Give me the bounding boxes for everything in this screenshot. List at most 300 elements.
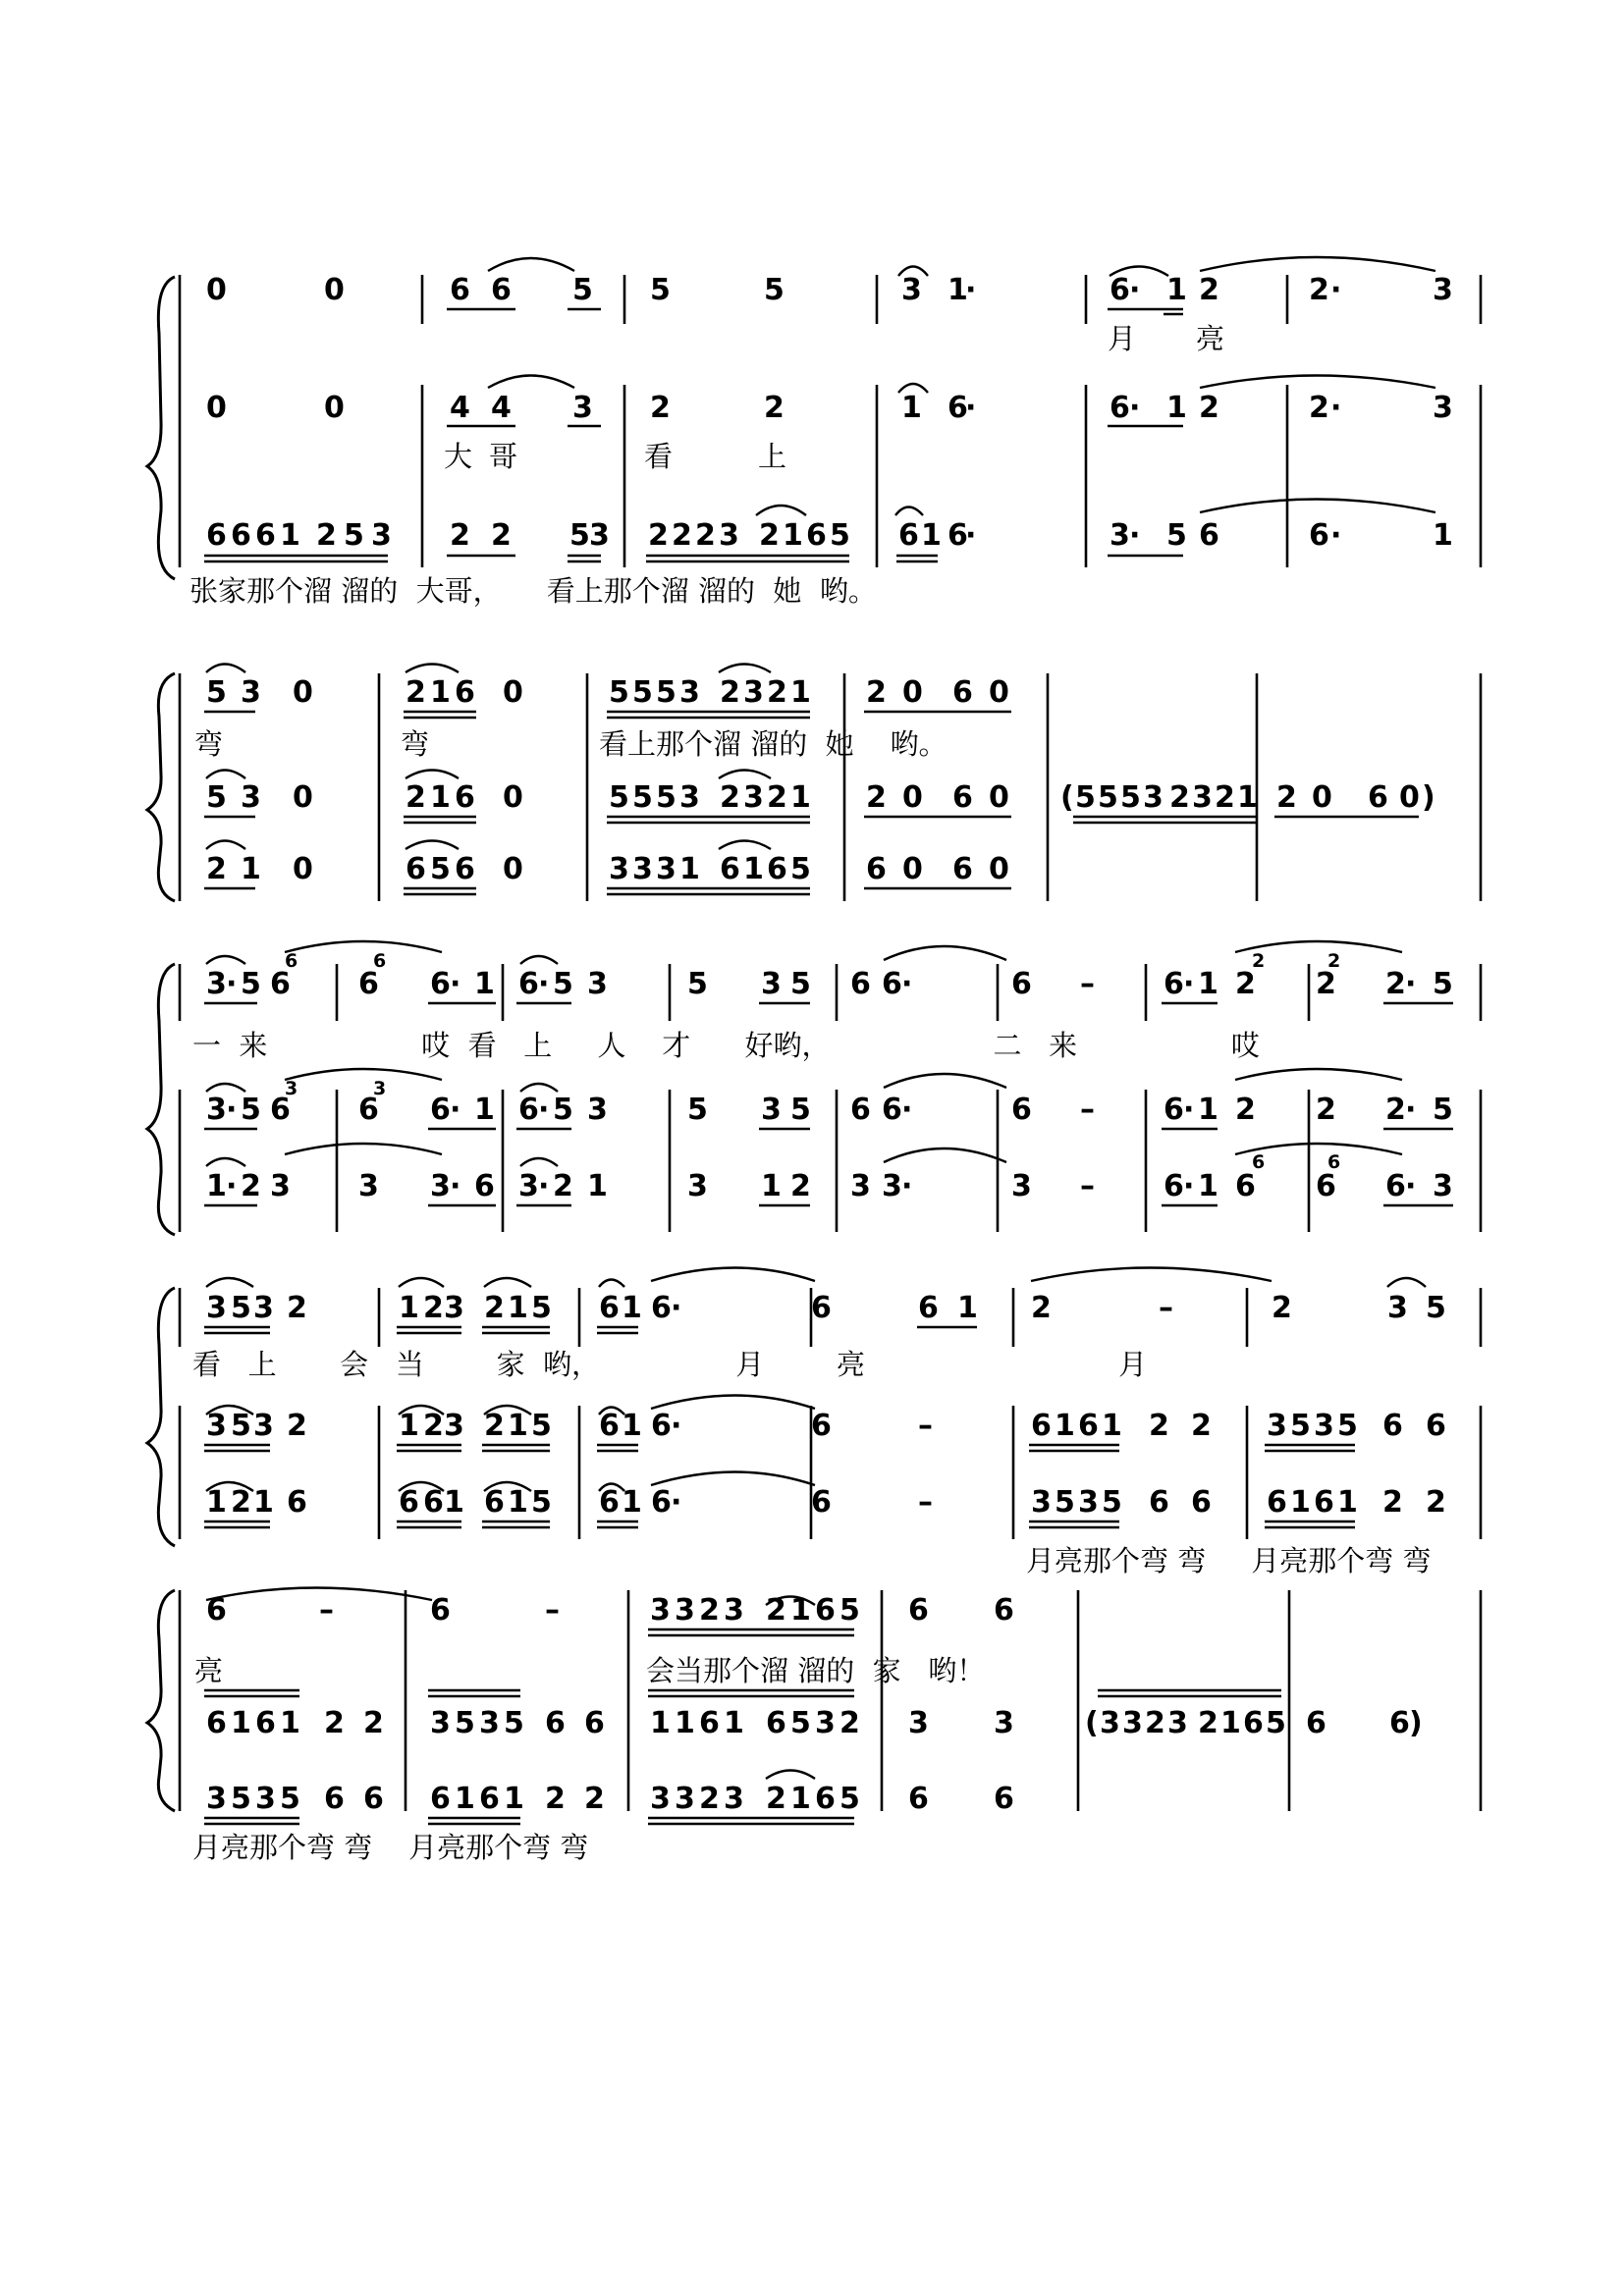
note-token: ·	[1129, 518, 1141, 553]
note-token: 0	[503, 780, 523, 815]
note-token: 5	[1426, 1291, 1446, 1325]
note-token: 6	[908, 1593, 929, 1628]
note-token: 5	[632, 675, 653, 710]
note-token: 1	[1166, 273, 1187, 307]
note-token: 6	[479, 1782, 500, 1816]
lyric-line: 弯	[401, 727, 430, 761]
lyric-line: 一 来 哎 看 上 人 才 好哟， 二 来 哎	[192, 1029, 1260, 1062]
note-token: 1	[947, 273, 968, 307]
note-token: ·	[901, 1169, 913, 1203]
note-token: 3	[589, 518, 610, 553]
note-token: 6	[358, 967, 379, 1001]
note-token: 1	[783, 518, 803, 553]
lyric-line: 亮	[194, 1654, 224, 1687]
note-token: 1	[957, 1291, 978, 1325]
note-token: 5	[1098, 780, 1118, 815]
note-token: 6	[1078, 1409, 1099, 1443]
note-token: 3	[479, 1706, 500, 1740]
note-token: ·	[671, 1485, 682, 1520]
note-token: 6	[270, 967, 291, 1001]
note-token: 2	[231, 1485, 251, 1520]
note-token: ·	[450, 1169, 461, 1203]
note-token: 6	[1164, 1093, 1184, 1127]
note-token: 1	[622, 1291, 642, 1325]
note-token: –	[1080, 1093, 1095, 1127]
note-token: 3	[371, 518, 392, 553]
note-token: 6	[1314, 1485, 1334, 1520]
note-token: 5	[241, 1093, 261, 1127]
note-token: 2	[423, 1291, 444, 1325]
note-token: 2	[450, 518, 470, 553]
note-token: 2	[1426, 1485, 1446, 1520]
note-token: 2	[1199, 273, 1219, 307]
note-token: 1	[790, 780, 811, 815]
note-token: 6	[1368, 780, 1388, 815]
note-token: 3	[430, 1706, 451, 1740]
note-token: 3	[206, 967, 227, 1001]
note-token: ·	[1330, 391, 1342, 425]
note-token: 6	[806, 518, 827, 553]
note-token: 2	[1149, 1409, 1169, 1443]
note-token: 2	[764, 391, 785, 425]
note-token: 5	[1166, 518, 1187, 553]
note-token: ·	[538, 1169, 550, 1203]
note-token: 5	[553, 1093, 573, 1127]
note-token: 5	[280, 1782, 300, 1816]
note-token: 5	[687, 1093, 708, 1127]
note-token: 6	[455, 675, 475, 710]
note-token: 6	[1382, 1409, 1403, 1443]
note-token: 6	[1110, 273, 1130, 307]
note-token: 2	[1385, 967, 1406, 1001]
note-token: 0	[902, 780, 923, 815]
note-token: 6	[358, 1093, 379, 1127]
note-token: 6	[599, 1291, 620, 1325]
note-token: –	[1080, 1169, 1095, 1203]
note-token: 5	[687, 967, 708, 1001]
note-token: 6	[545, 1706, 566, 1740]
note-token: 5	[1433, 967, 1453, 1001]
note-token: 5	[650, 273, 671, 307]
note-token: ·	[1330, 273, 1342, 307]
lyric-line: 月	[1108, 322, 1137, 355]
note-token: 2	[584, 1782, 605, 1816]
note-token: ·	[226, 1093, 238, 1127]
note-token: )	[1422, 780, 1435, 815]
note-token: 0	[503, 675, 523, 710]
note-token: 2	[648, 518, 669, 553]
note-token: 1	[399, 1291, 419, 1325]
note-token: 2	[206, 852, 227, 886]
note-token: 5	[231, 1782, 251, 1816]
note-token: 0	[206, 391, 227, 425]
note-token: 5	[632, 780, 653, 815]
note-token: 1	[231, 1706, 251, 1740]
grace-note: 6	[285, 950, 298, 972]
note-token: 1	[455, 1782, 475, 1816]
note-token: 6	[952, 780, 973, 815]
note-token: 5	[1075, 780, 1096, 815]
lyric-line: 张家那个溜 溜的 大哥， 看上那个溜 溜的 她 哟。	[189, 574, 877, 608]
note-token: 3	[650, 1782, 671, 1816]
note-token: –	[545, 1593, 560, 1628]
note-token: 3	[1011, 1169, 1032, 1203]
note-token: 2	[287, 1291, 307, 1325]
note-token: 3	[1110, 518, 1130, 553]
note-token: 6	[423, 1485, 444, 1520]
note-token: 1	[679, 852, 700, 886]
note-token: 2	[1272, 1291, 1292, 1325]
note-token: 6	[651, 1291, 672, 1325]
note-token: ·	[1183, 1093, 1195, 1127]
note-token: 5	[1337, 1409, 1358, 1443]
note-token: 1	[280, 1706, 300, 1740]
note-token: 1	[622, 1409, 642, 1443]
note-token: 1	[1102, 1409, 1122, 1443]
note-token: ·	[1183, 967, 1195, 1001]
lyric-line: 看 上 会 当 家 哟， 月 亮 月	[192, 1348, 1148, 1381]
note-token: 5	[1055, 1485, 1075, 1520]
note-token: 2	[423, 1409, 444, 1443]
note-token: 1	[444, 1485, 464, 1520]
note-token: 3	[719, 518, 739, 553]
note-token: 1	[587, 1169, 608, 1203]
note-token: 2	[766, 1782, 786, 1816]
note-token: 5	[839, 1593, 860, 1628]
note-token: 5	[790, 967, 811, 1001]
note-token: 0	[989, 675, 1009, 710]
note-token: 1	[1220, 1706, 1241, 1740]
note-token: 1	[675, 1706, 695, 1740]
note-token: 2	[1235, 967, 1256, 1001]
note-token: 3	[761, 967, 782, 1001]
note-token: 6	[815, 1782, 836, 1816]
note-token: 5	[656, 780, 677, 815]
note-token: 6	[720, 852, 740, 886]
note-token: ·	[450, 1093, 461, 1127]
note-token: 6	[947, 391, 968, 425]
note-token: 6	[287, 1485, 307, 1520]
note-token: 6	[811, 1485, 832, 1520]
note-token: 3	[1387, 1291, 1408, 1325]
note-token: 2	[545, 1782, 566, 1816]
note-token: 5	[790, 1093, 811, 1127]
note-token: –	[1080, 967, 1095, 1001]
note-token: 3	[253, 1409, 274, 1443]
note-token: 1	[1198, 1093, 1218, 1127]
note-token: 1	[474, 1093, 495, 1127]
note-token: 3	[632, 852, 653, 886]
note-token: 6	[206, 518, 227, 553]
note-token: 5	[1290, 1409, 1311, 1443]
note-token: 5	[839, 1782, 860, 1816]
note-token: 0	[1399, 780, 1420, 815]
note-token: (	[1060, 780, 1074, 815]
note-token: 6	[1243, 1706, 1264, 1740]
note-token: 6	[455, 852, 475, 886]
note-token: 2	[1198, 1706, 1218, 1740]
note-token: ·	[1129, 273, 1141, 307]
note-token: 0	[206, 273, 227, 307]
note-token: 5	[241, 967, 261, 1001]
note-token: 3	[815, 1706, 836, 1740]
note-token: 3	[901, 273, 922, 307]
note-token: 0	[989, 852, 1009, 886]
note-token: 2	[1031, 1291, 1052, 1325]
note-token: –	[319, 1593, 334, 1628]
note-token: 3	[206, 1782, 227, 1816]
note-token: 2	[766, 1593, 786, 1628]
note-token: 6	[1164, 967, 1184, 1001]
note-token: 6	[994, 1782, 1014, 1816]
note-token: 6	[518, 967, 539, 1001]
note-token: 5	[430, 852, 451, 886]
note-token: 2	[1316, 967, 1336, 1001]
note-token: 1	[399, 1409, 419, 1443]
note-token: 6	[947, 518, 968, 553]
note-token: 3	[882, 1169, 902, 1203]
note-token: 6	[406, 852, 426, 886]
note-token: 3	[687, 1169, 708, 1203]
note-token: 3	[679, 780, 700, 815]
note-token: 1	[650, 1706, 671, 1740]
note-token: 6	[651, 1409, 672, 1443]
note-token: 2	[484, 1409, 505, 1443]
system-brace	[147, 277, 175, 579]
note-token: 3	[679, 675, 700, 710]
note-token: 0	[293, 675, 313, 710]
note-token: 6	[484, 1485, 505, 1520]
note-token: 3	[1078, 1485, 1099, 1520]
note-token: 3	[518, 1169, 539, 1203]
note-token: ·	[1330, 518, 1342, 553]
lyric-line: 看	[644, 440, 674, 473]
lyric-line: 弯	[194, 727, 224, 761]
note-token: 3	[743, 780, 764, 815]
note-token: 6	[882, 1093, 902, 1127]
note-token: 3	[908, 1706, 929, 1740]
note-token: 4	[491, 391, 512, 425]
note-token: 1	[508, 1291, 528, 1325]
note-token: 6	[1199, 518, 1219, 553]
note-token: 6	[474, 1169, 495, 1203]
note-token: ·	[450, 967, 461, 1001]
note-token: 3	[444, 1291, 464, 1325]
note-token: 2	[363, 1706, 384, 1740]
note-token: 6	[430, 1593, 451, 1628]
note-token: 6	[1385, 1169, 1406, 1203]
note-token: 5	[344, 518, 364, 553]
note-token: 0	[293, 780, 313, 815]
grace-note: 6	[373, 950, 387, 972]
note-token: 5	[231, 1291, 251, 1325]
note-token: 6	[324, 1782, 345, 1816]
note-token: 2	[324, 1706, 345, 1740]
note-token: 0	[902, 675, 923, 710]
note-token: 5	[531, 1485, 552, 1520]
note-token: 6	[918, 1291, 939, 1325]
note-token: 1	[761, 1169, 782, 1203]
note-token: ·	[226, 967, 238, 1001]
note-token: 6	[270, 1093, 291, 1127]
note-token: 6	[952, 852, 973, 886]
note-token: 5	[830, 518, 850, 553]
note-token: 6	[1235, 1169, 1256, 1203]
lyric-line: 亮	[1196, 322, 1225, 355]
note-token: 3	[850, 1169, 871, 1203]
note-token: 2	[767, 780, 787, 815]
note-token: 5	[1266, 1706, 1286, 1740]
note-token: ·	[538, 1093, 550, 1127]
note-token: 2	[720, 780, 740, 815]
note-token: 2	[406, 780, 426, 815]
note-token: 2	[1191, 1409, 1212, 1443]
note-token: 6	[1011, 967, 1032, 1001]
note-token: 2	[672, 518, 692, 553]
note-token: 2	[1215, 780, 1235, 815]
system-brace	[147, 1288, 175, 1546]
note-token: )	[1409, 1706, 1423, 1740]
note-token: 3	[994, 1706, 1014, 1740]
note-token: 5	[455, 1706, 475, 1740]
note-token: 5	[569, 518, 590, 553]
note-token: 2	[553, 1169, 573, 1203]
note-token: 5	[1120, 780, 1141, 815]
lyric-line: 哥	[489, 440, 518, 473]
note-token: 5	[656, 675, 677, 710]
note-token: 1	[206, 1485, 227, 1520]
note-token: 6	[882, 967, 902, 1001]
note-token: 6	[430, 1093, 451, 1127]
note-token: 1	[790, 1782, 811, 1816]
note-token: 5	[764, 273, 785, 307]
note-token: 0	[902, 852, 923, 886]
note-token: 6	[363, 1782, 384, 1816]
note-token: 3	[444, 1409, 464, 1443]
note-token: 1	[1198, 967, 1218, 1001]
note-token: 2	[1199, 391, 1219, 425]
note-token: 1	[430, 780, 451, 815]
note-token: 6	[811, 1291, 832, 1325]
note-token: 3	[430, 1169, 451, 1203]
note-token: 5	[1433, 1093, 1453, 1127]
system-brace	[147, 964, 175, 1235]
note-token: –	[1159, 1291, 1173, 1325]
note-token: 3	[241, 675, 261, 710]
note-token: 3	[270, 1169, 291, 1203]
note-token: 3	[206, 1093, 227, 1127]
note-token: 2	[484, 1291, 505, 1325]
note-token: 1	[253, 1485, 274, 1520]
note-token: 1	[1337, 1485, 1358, 1520]
note-token: 6	[850, 967, 871, 1001]
lyric-line: 看上那个溜 溜的 她 哟。	[599, 727, 947, 761]
note-token: 6	[491, 273, 512, 307]
note-token: ·	[1405, 967, 1417, 1001]
note-token: 1	[743, 852, 764, 886]
note-token: 1	[921, 518, 942, 553]
note-token: 1	[1433, 518, 1453, 553]
note-token: 3	[1167, 1706, 1188, 1740]
note-token: 3	[1143, 780, 1164, 815]
note-token: 3	[650, 1593, 671, 1628]
note-token: 6	[908, 1782, 929, 1816]
lyric-line: 大	[444, 440, 473, 473]
note-token: 3	[587, 967, 608, 1001]
note-token: 3	[609, 852, 629, 886]
lyric-line: 月亮那个弯 弯 月亮那个弯 弯	[1026, 1544, 1432, 1577]
note-token: 3	[1267, 1409, 1287, 1443]
note-token: 6	[450, 273, 470, 307]
note-token: 4	[450, 391, 470, 425]
note-token: 6	[1149, 1485, 1169, 1520]
note-token: 2	[1309, 391, 1329, 425]
note-token: 0	[1312, 780, 1332, 815]
note-token: 2	[241, 1169, 261, 1203]
note-token: ·	[965, 518, 977, 553]
note-token: 6	[815, 1593, 836, 1628]
note-token: 3	[1100, 1706, 1120, 1740]
note-token: ·	[1405, 1169, 1417, 1203]
note-token: 2	[1276, 780, 1297, 815]
note-token: 1	[206, 1169, 227, 1203]
note-token: ·	[671, 1409, 682, 1443]
note-token: 2	[866, 780, 887, 815]
note-token: 1	[1198, 1169, 1218, 1203]
note-token: (	[1085, 1706, 1099, 1740]
note-token: 5	[531, 1409, 552, 1443]
note-token: 6	[599, 1409, 620, 1443]
note-token: 2	[1382, 1485, 1403, 1520]
note-token: ·	[226, 1169, 238, 1203]
note-token: 5	[206, 780, 227, 815]
note-token: 2	[1309, 273, 1329, 307]
note-token: 1	[504, 1782, 524, 1816]
note-token: 1	[901, 391, 922, 425]
note-token: 6	[898, 518, 919, 553]
note-token: 2	[287, 1409, 307, 1443]
note-token: 1	[1055, 1409, 1075, 1443]
note-token: ·	[901, 1093, 913, 1127]
note-token: 6	[1191, 1485, 1212, 1520]
note-token: 1	[1237, 780, 1258, 815]
note-token: 2	[1316, 1093, 1336, 1127]
note-token: 6	[1011, 1093, 1032, 1127]
note-token: 6	[206, 1706, 227, 1740]
note-token: 6	[811, 1409, 832, 1443]
note-token: 6	[599, 1485, 620, 1520]
note-token: 3	[358, 1169, 379, 1203]
note-token: 6	[866, 852, 887, 886]
note-token: 6	[994, 1593, 1014, 1628]
note-token: 6	[206, 1593, 227, 1628]
grace-note: 2	[1252, 950, 1266, 972]
note-token: 6	[850, 1093, 871, 1127]
note-token: 2	[491, 518, 512, 553]
note-token: 3	[656, 852, 677, 886]
note-token: 5	[206, 675, 227, 710]
note-token: 3	[1433, 1169, 1453, 1203]
note-token: 6	[255, 518, 276, 553]
note-token: 1	[622, 1485, 642, 1520]
note-token: 5	[572, 273, 593, 307]
note-token: 6	[1031, 1409, 1052, 1443]
note-token: 1	[241, 852, 261, 886]
note-token: 2	[1169, 780, 1190, 815]
note-token: 2	[866, 675, 887, 710]
note-token: 6	[699, 1706, 720, 1740]
note-token: 3	[743, 675, 764, 710]
